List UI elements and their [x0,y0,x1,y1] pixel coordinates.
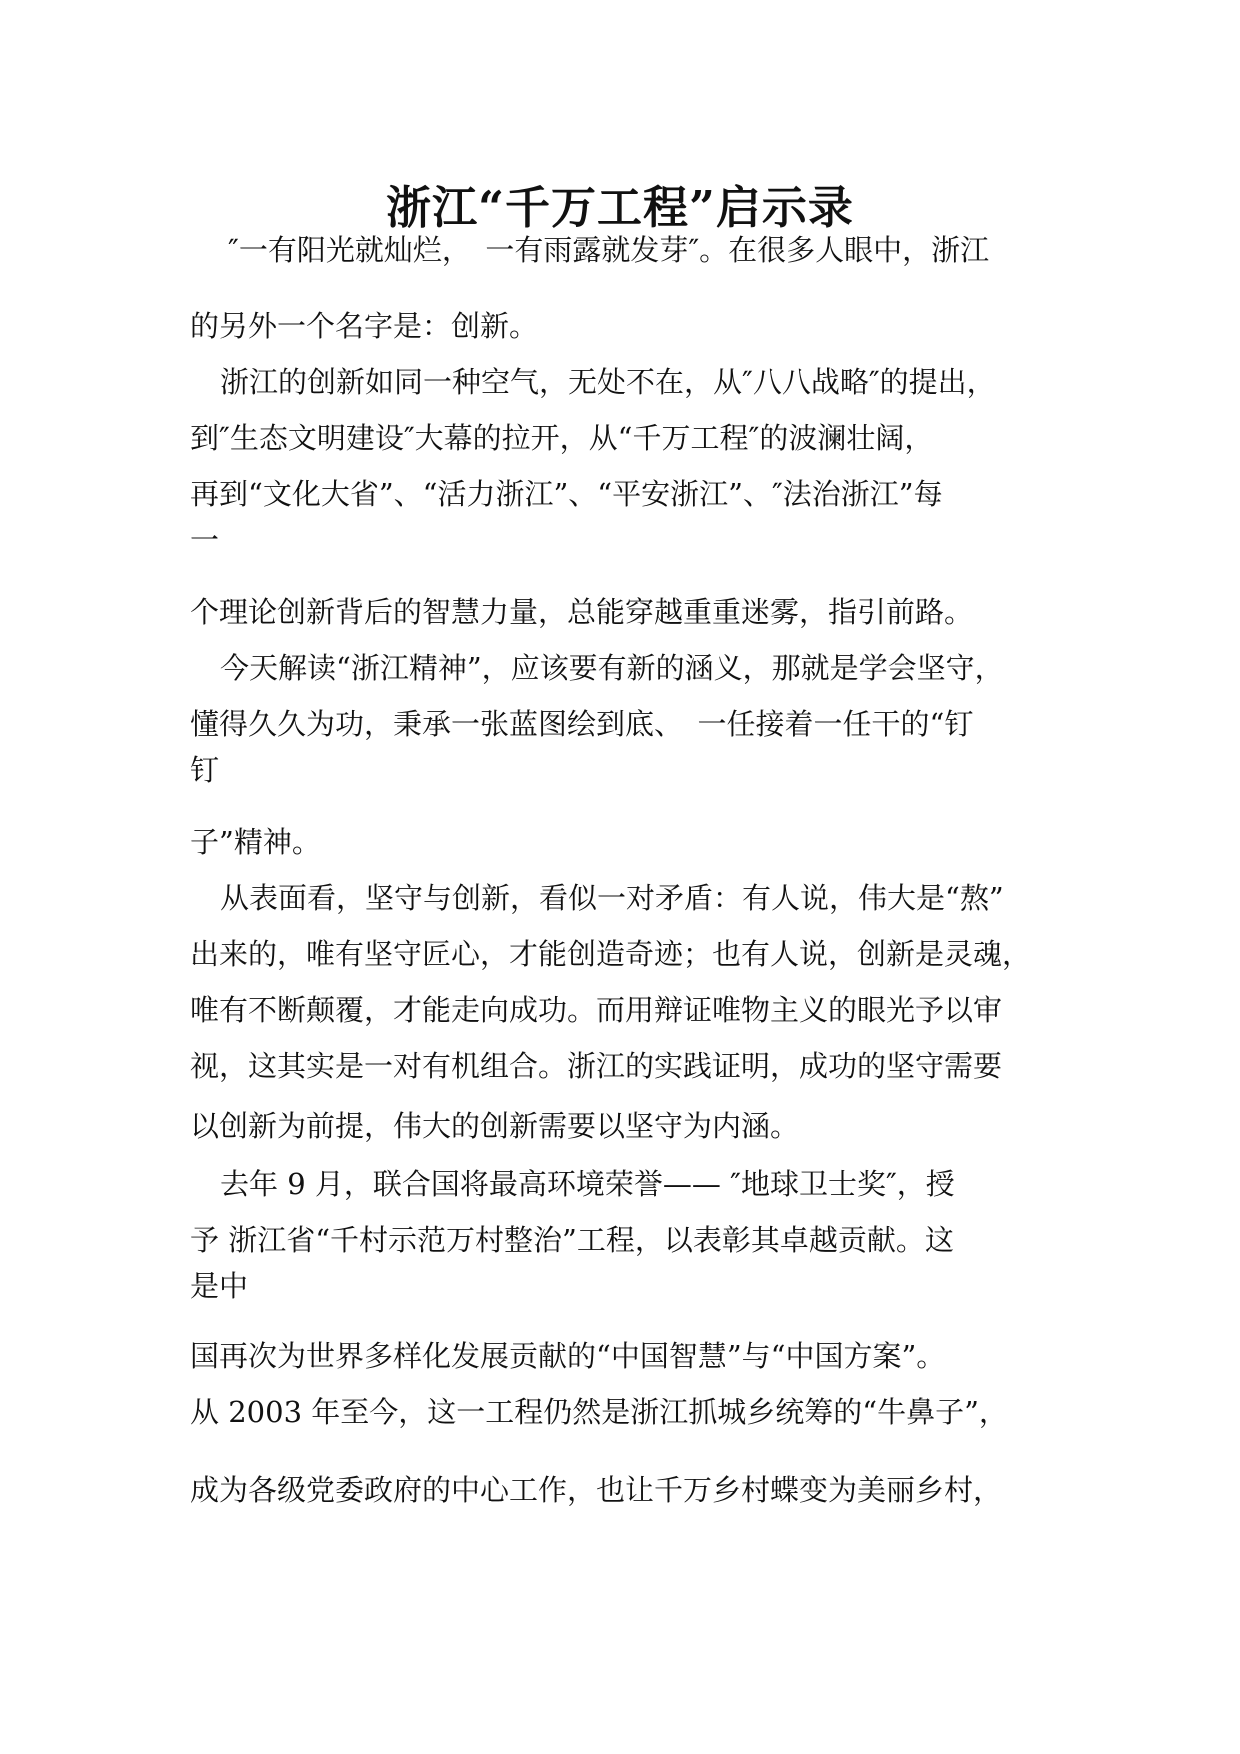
text-line: 予 浙江省“千村示范万村整治”工程，以表彰其卓越贡献。这 [190,1223,954,1257]
text-line: 国再次为世界多样化发展贡献的“中国智慧”与“中国方案”。 [190,1339,946,1373]
document-title: 浙江“千万工程”启示录 [386,181,854,234]
text-line: 再到“文化大省”、“活力浙江”、“平安浙江”、″法治浙江”每 [190,477,943,511]
text-line: 个理论创新背后的智慧力量，总能穿越重重迷雾，指引前路。 [190,595,974,629]
text-line: 从 2003 年至今，这一工程仍然是浙江抓城乡统筹的“牛鼻子”， [190,1395,1008,1429]
text-line: 成为各级党委政府的中心工作，也让千万乡村蝶变为美丽乡村， [190,1473,1003,1507]
text-line: 是中 [190,1269,249,1303]
text-line: 懂得久久为功，秉承一张蓝图绘到底、 一任接着一任干的“钉 [190,707,974,741]
text-line: 的另外一个名字是：创新。 [190,309,539,343]
text-line: 从表面看，坚守与创新，看似一对矛盾：有人说，伟大是“熬” [220,881,1004,915]
text-line: 出来的，唯有坚守匠心，才能创造奇迹；也有人说，创新是灵魂， [190,937,1032,971]
text-line: 以创新为前提，伟大的创新需要以坚守为内涵。 [190,1109,800,1143]
text-line: ″一有阳光就灿烂， 一有雨露就发芽″。在很多人眼中，浙江 [228,233,990,267]
text-line: 唯有不断颠覆，才能走向成功。而用辩证唯物主义的眼光予以审 [190,993,1003,1027]
text-line: 浙江的创新如同一种空气，无处不在，从″八八战略″的提出， [220,365,996,399]
text-line: 视，这其实是一对有机组合。浙江的实践证明，成功的坚守需要 [190,1049,1003,1083]
text-line: 一 [190,523,220,557]
text-line: 今天解读“浙江精神”，应该要有新的涵义，那就是学会坚守， [220,651,1004,685]
text-line: 到″生态文明建设″大幕的拉开，从“千万工程″的波澜壮阔， [190,421,934,455]
text-line: 子”精神。 [190,825,321,859]
text-line: 去年 9 月，联合国将最高环境荣誉—— ″地球卫士奖″，授 [220,1167,955,1201]
text-line: 钉 [190,753,220,787]
